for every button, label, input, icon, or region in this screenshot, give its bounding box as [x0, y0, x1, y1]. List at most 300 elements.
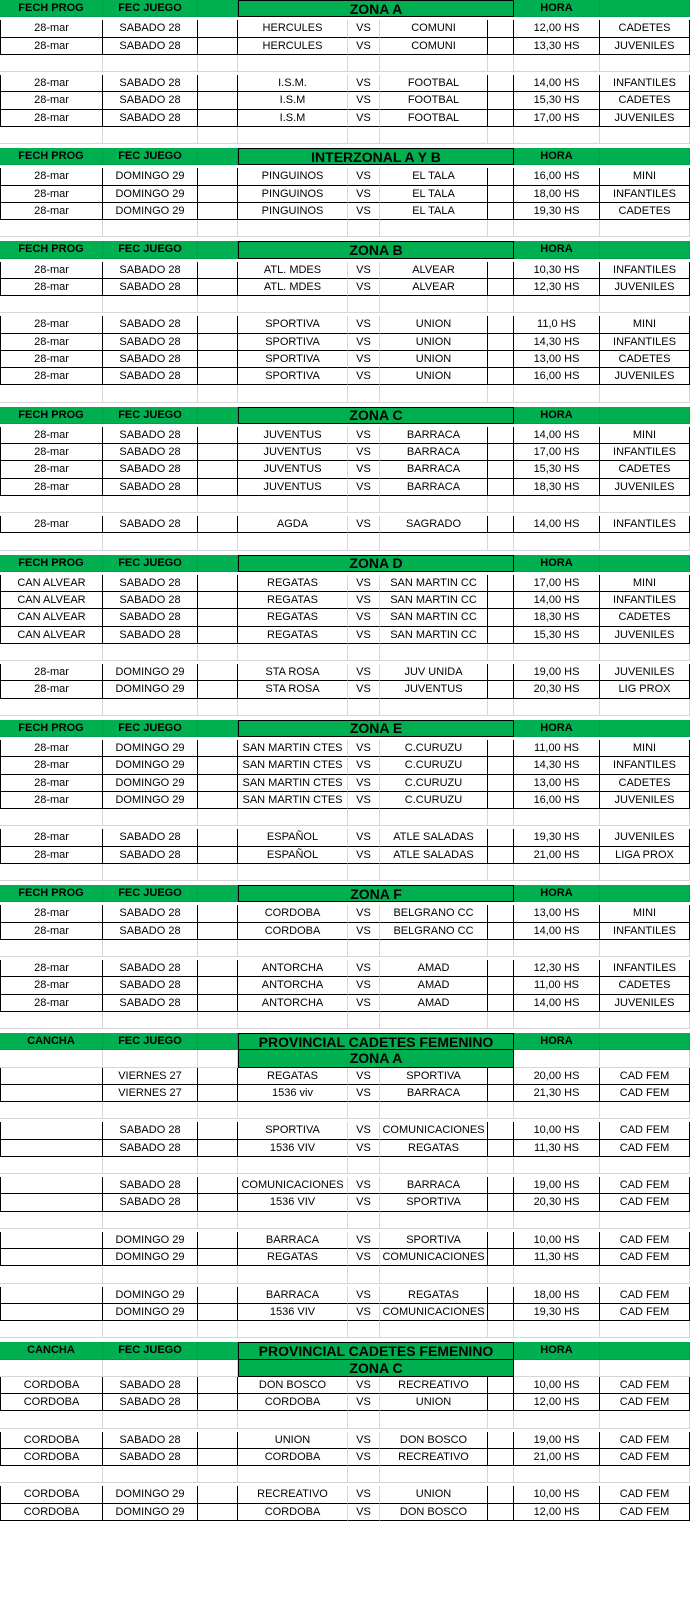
spacer-row	[0, 809, 690, 826]
category-cell: MINI	[600, 740, 690, 757]
date-cell: 28-mar	[0, 92, 103, 109]
empty-cell	[600, 864, 690, 881]
home-team-cell: CORDOBA	[238, 1449, 348, 1466]
empty-cell	[103, 1212, 198, 1229]
time-cell: 14,00 HS	[514, 592, 600, 609]
home-team-cell: SPORTIVA	[238, 368, 348, 385]
empty-cell	[0, 644, 103, 661]
empty-cell	[103, 809, 198, 826]
match-row	[0, 664, 690, 681]
time-cell: 19,30 HS	[514, 203, 600, 220]
game-day-cell: SABADO 28	[103, 592, 198, 609]
away-team-cell: COMUNICACIONES	[380, 1304, 488, 1321]
time-cell: 19,30 HS	[514, 829, 600, 846]
empty-cell	[348, 296, 380, 313]
empty-cell	[600, 296, 690, 313]
header-filler	[198, 1033, 238, 1050]
category-cell: CAD FEM	[600, 1140, 690, 1157]
date-cell: 28-mar	[0, 977, 103, 994]
category-cell: JUVENILES	[600, 110, 690, 127]
empty-cell	[348, 699, 380, 716]
spacer-row	[0, 1266, 690, 1283]
column-header-time: HORA	[514, 555, 600, 572]
empty-cell	[198, 262, 238, 279]
away-team-cell: BARRACA	[380, 444, 488, 461]
zone-title: PROVINCIAL CADETES FEMENINO	[238, 1033, 514, 1050]
category-cell: JUVENILES	[600, 479, 690, 496]
vs-cell: VS	[348, 757, 380, 774]
spacer-row	[0, 1012, 690, 1029]
empty-cell	[238, 1102, 348, 1119]
empty-cell	[198, 1360, 238, 1377]
date-cell	[0, 1304, 103, 1321]
empty-cell	[348, 1157, 380, 1174]
vs-cell: VS	[348, 664, 380, 681]
date-cell: 28-mar	[0, 203, 103, 220]
date-cell: 28-mar	[0, 75, 103, 92]
match-row	[0, 627, 690, 644]
vs-cell: VS	[348, 168, 380, 185]
category-cell: INFANTILES	[600, 923, 690, 940]
game-day-cell: SABADO 28	[103, 1394, 198, 1411]
category-cell: INFANTILES	[600, 592, 690, 609]
match-row	[0, 444, 690, 461]
home-team-cell: CORDOBA	[238, 1394, 348, 1411]
empty-cell	[348, 1411, 380, 1428]
empty-cell	[380, 1212, 488, 1229]
time-cell: 12,30 HS	[514, 279, 600, 296]
home-team-cell: ESPAÑOL	[238, 829, 348, 846]
empty-cell	[488, 609, 514, 626]
spacer-row	[0, 644, 690, 661]
game-day-cell: SABADO 28	[103, 427, 198, 444]
empty-cell	[514, 1050, 600, 1067]
column-header-time: HORA	[514, 1033, 600, 1050]
spacer-row	[0, 127, 690, 144]
vs-cell: VS	[348, 1432, 380, 1449]
date-cell: 28-mar	[0, 334, 103, 351]
category-cell: CADETES	[600, 92, 690, 109]
empty-cell	[238, 496, 348, 513]
game-day-cell: DOMINGO 29	[103, 1249, 198, 1266]
vs-cell: VS	[348, 516, 380, 533]
empty-cell	[348, 1321, 380, 1338]
time-cell: 15,30 HS	[514, 92, 600, 109]
empty-cell	[198, 905, 238, 922]
empty-cell	[0, 1050, 103, 1067]
date-cell: 28-mar	[0, 757, 103, 774]
match-row	[0, 1432, 690, 1449]
empty-cell	[488, 699, 514, 716]
empty-cell	[238, 220, 348, 237]
match-row	[0, 847, 690, 864]
empty-cell	[198, 444, 238, 461]
time-cell: 10,00 HS	[514, 1122, 600, 1139]
block-header	[0, 720, 690, 737]
empty-cell	[380, 1466, 488, 1483]
empty-cell	[238, 1157, 348, 1174]
empty-cell	[348, 127, 380, 144]
empty-cell	[488, 1194, 514, 1211]
spacer-row	[0, 55, 690, 72]
empty-cell	[198, 1232, 238, 1249]
away-team-cell: COMUNI	[380, 20, 488, 37]
game-day-cell: SABADO 28	[103, 923, 198, 940]
vs-cell: VS	[348, 829, 380, 846]
empty-cell	[600, 1212, 690, 1229]
spacer-row	[0, 1102, 690, 1119]
game-day-cell: SABADO 28	[103, 1177, 198, 1194]
match-row	[0, 923, 690, 940]
game-day-cell: SABADO 28	[103, 316, 198, 333]
date-cell: 28-mar	[0, 427, 103, 444]
empty-cell	[198, 1377, 238, 1394]
category-cell: CAD FEM	[600, 1377, 690, 1394]
empty-cell	[380, 809, 488, 826]
empty-cell	[514, 55, 600, 72]
category-cell: CAD FEM	[600, 1304, 690, 1321]
game-day-cell: SABADO 28	[103, 627, 198, 644]
vs-cell: VS	[348, 186, 380, 203]
empty-cell	[488, 1377, 514, 1394]
block-header	[0, 241, 690, 258]
empty-cell	[488, 385, 514, 402]
category-cell: CADETES	[600, 203, 690, 220]
empty-cell	[198, 351, 238, 368]
time-cell: 12,00 HS	[514, 1394, 600, 1411]
empty-cell	[103, 220, 198, 237]
empty-cell	[0, 1012, 103, 1029]
empty-cell	[514, 1321, 600, 1338]
empty-cell	[198, 940, 238, 957]
vs-cell: VS	[348, 1232, 380, 1249]
game-day-cell: SABADO 28	[103, 829, 198, 846]
spacer-row	[0, 940, 690, 957]
empty-cell	[103, 127, 198, 144]
home-team-cell: ANTORCHA	[238, 977, 348, 994]
home-team-cell: HERCULES	[238, 38, 348, 55]
time-cell: 13,00 HS	[514, 775, 600, 792]
away-team-cell: UNION	[380, 368, 488, 385]
category-cell: CADETES	[600, 775, 690, 792]
empty-cell	[488, 757, 514, 774]
empty-cell	[488, 516, 514, 533]
zone-title: ZONA F	[238, 885, 514, 902]
empty-cell	[514, 220, 600, 237]
header-filler	[600, 1342, 690, 1359]
date-cell	[0, 1140, 103, 1157]
game-day-cell: SABADO 28	[103, 977, 198, 994]
zone-title: PROVINCIAL CADETES FEMENINO	[238, 1342, 514, 1359]
column-header-date: FECH PROG	[0, 407, 103, 424]
spacer-row	[0, 220, 690, 237]
empty-cell	[198, 1504, 238, 1521]
game-day-cell: SABADO 28	[103, 1377, 198, 1394]
empty-cell	[198, 220, 238, 237]
match-row	[0, 775, 690, 792]
empty-cell	[238, 1411, 348, 1428]
match-row	[0, 905, 690, 922]
header-filler	[600, 241, 690, 258]
match-row	[0, 1504, 690, 1521]
empty-cell	[198, 1085, 238, 1102]
date-cell: CAN ALVEAR	[0, 575, 103, 592]
empty-cell	[198, 1287, 238, 1304]
game-day-cell: SABADO 28	[103, 1122, 198, 1139]
category-cell: MINI	[600, 168, 690, 185]
time-cell: 11,00 HS	[514, 977, 600, 994]
match-row	[0, 1377, 690, 1394]
vs-cell: VS	[348, 775, 380, 792]
game-day-cell: DOMINGO 29	[103, 1287, 198, 1304]
column-header-game-day: FEC JUEGO	[103, 1033, 198, 1050]
away-team-cell: FOOTBAL	[380, 92, 488, 109]
time-cell: 13,30 HS	[514, 38, 600, 55]
away-team-cell: AMAD	[380, 977, 488, 994]
match-row	[0, 1232, 690, 1249]
empty-cell	[198, 1432, 238, 1449]
empty-cell	[238, 1466, 348, 1483]
column-header-time: HORA	[514, 0, 600, 17]
empty-cell	[488, 296, 514, 313]
empty-cell	[488, 1068, 514, 1085]
vs-cell: VS	[348, 923, 380, 940]
home-team-cell: REGATAS	[238, 1068, 348, 1085]
match-row	[0, 110, 690, 127]
match-row	[0, 427, 690, 444]
date-cell: 28-mar	[0, 262, 103, 279]
empty-cell	[514, 864, 600, 881]
time-cell: 17,00 HS	[514, 110, 600, 127]
match-row	[0, 681, 690, 698]
empty-cell	[600, 55, 690, 72]
vs-cell: VS	[348, 92, 380, 109]
empty-cell	[198, 960, 238, 977]
time-cell: 14,00 HS	[514, 995, 600, 1012]
empty-cell	[103, 1466, 198, 1483]
vs-cell: VS	[348, 1085, 380, 1102]
empty-cell	[514, 385, 600, 402]
empty-cell	[198, 792, 238, 809]
header-filler	[600, 555, 690, 572]
date-cell: 28-mar	[0, 960, 103, 977]
empty-cell	[198, 1212, 238, 1229]
block-header	[0, 555, 690, 572]
away-team-cell: C.CURUZU	[380, 775, 488, 792]
vs-cell: VS	[348, 681, 380, 698]
game-day-cell: SABADO 28	[103, 92, 198, 109]
time-cell: 21,30 HS	[514, 1085, 600, 1102]
date-cell: 28-mar	[0, 186, 103, 203]
empty-cell	[198, 279, 238, 296]
empty-cell	[198, 385, 238, 402]
vs-cell: VS	[348, 627, 380, 644]
empty-cell	[488, 75, 514, 92]
empty-cell	[600, 1266, 690, 1283]
category-cell: CAD FEM	[600, 1122, 690, 1139]
empty-cell	[514, 1466, 600, 1483]
empty-cell	[514, 127, 600, 144]
empty-cell	[348, 1212, 380, 1229]
column-header-date: FECH PROG	[0, 148, 103, 165]
column-header-game-day: FEC JUEGO	[103, 148, 198, 165]
time-cell: 10,00 HS	[514, 1486, 600, 1503]
category-cell: LIGA PROX	[600, 847, 690, 864]
column-header-time: HORA	[514, 720, 600, 737]
empty-cell	[198, 1102, 238, 1119]
match-row	[0, 479, 690, 496]
match-row	[0, 516, 690, 533]
match-row	[0, 757, 690, 774]
empty-cell	[0, 864, 103, 881]
empty-cell	[488, 38, 514, 55]
empty-cell	[198, 829, 238, 846]
empty-cell	[514, 533, 600, 550]
category-cell: MINI	[600, 905, 690, 922]
home-team-cell: REGATAS	[238, 1249, 348, 1266]
date-cell: CAN ALVEAR	[0, 627, 103, 644]
away-team-cell: UNION	[380, 351, 488, 368]
empty-cell	[488, 55, 514, 72]
empty-cell	[348, 940, 380, 957]
vs-cell: VS	[348, 444, 380, 461]
empty-cell	[198, 609, 238, 626]
home-team-cell: DON BOSCO	[238, 1377, 348, 1394]
category-cell: MINI	[600, 427, 690, 444]
away-team-cell: BELGRANO CC	[380, 923, 488, 940]
home-team-cell: SPORTIVA	[238, 334, 348, 351]
empty-cell	[198, 1411, 238, 1428]
empty-cell	[198, 168, 238, 185]
away-team-cell: EL TALA	[380, 168, 488, 185]
home-team-cell: I.S.M	[238, 110, 348, 127]
time-cell: 10,00 HS	[514, 1377, 600, 1394]
match-row	[0, 316, 690, 333]
empty-cell	[238, 699, 348, 716]
empty-cell	[488, 995, 514, 1012]
date-cell: 28-mar	[0, 740, 103, 757]
empty-cell	[198, 516, 238, 533]
time-cell: 12,30 HS	[514, 960, 600, 977]
vs-cell: VS	[348, 479, 380, 496]
empty-cell	[103, 864, 198, 881]
spacer-row	[0, 699, 690, 716]
vs-cell: VS	[348, 905, 380, 922]
home-team-cell: SAN MARTIN CTES	[238, 757, 348, 774]
empty-cell	[488, 809, 514, 826]
time-cell: 18,00 HS	[514, 1287, 600, 1304]
match-row	[0, 186, 690, 203]
empty-cell	[600, 1360, 690, 1377]
game-day-cell: SABADO 28	[103, 368, 198, 385]
empty-cell	[198, 995, 238, 1012]
category-cell: CADETES	[600, 461, 690, 478]
empty-cell	[0, 1321, 103, 1338]
column-header-game-day: FEC JUEGO	[103, 555, 198, 572]
empty-cell	[198, 55, 238, 72]
empty-cell	[488, 905, 514, 922]
empty-cell	[238, 864, 348, 881]
block-header	[0, 0, 690, 17]
empty-cell	[488, 220, 514, 237]
away-team-cell: C.CURUZU	[380, 792, 488, 809]
header-filler	[600, 148, 690, 165]
empty-cell	[488, 262, 514, 279]
date-cell	[0, 1085, 103, 1102]
away-team-cell: C.CURUZU	[380, 740, 488, 757]
away-team-cell: ATLE SALADAS	[380, 847, 488, 864]
column-header-game-day: FEC JUEGO	[103, 1342, 198, 1359]
game-day-cell: DOMINGO 29	[103, 757, 198, 774]
time-cell: 10,30 HS	[514, 262, 600, 279]
time-cell: 17,00 HS	[514, 444, 600, 461]
time-cell: 12,00 HS	[514, 1504, 600, 1521]
empty-cell	[238, 809, 348, 826]
date-cell: 28-mar	[0, 368, 103, 385]
away-team-cell: UNION	[380, 1486, 488, 1503]
empty-cell	[103, 644, 198, 661]
time-cell: 12,00 HS	[514, 20, 600, 37]
game-day-cell: SABADO 28	[103, 1432, 198, 1449]
empty-cell	[348, 533, 380, 550]
vs-cell: VS	[348, 427, 380, 444]
game-day-cell: SABADO 28	[103, 20, 198, 37]
away-team-cell: UNION	[380, 1394, 488, 1411]
empty-cell	[600, 1466, 690, 1483]
empty-cell	[488, 461, 514, 478]
vs-cell: VS	[348, 1068, 380, 1085]
empty-cell	[488, 644, 514, 661]
empty-cell	[488, 316, 514, 333]
empty-cell	[348, 1466, 380, 1483]
home-team-cell: ESPAÑOL	[238, 847, 348, 864]
match-row	[0, 740, 690, 757]
category-cell: INFANTILES	[600, 75, 690, 92]
empty-cell	[198, 1177, 238, 1194]
empty-cell	[488, 627, 514, 644]
column-header-time: HORA	[514, 148, 600, 165]
header-filler	[600, 1033, 690, 1050]
home-team-cell: 1536 VIV	[238, 1140, 348, 1157]
time-cell: 20,30 HS	[514, 1194, 600, 1211]
empty-cell	[198, 740, 238, 757]
game-day-cell: SABADO 28	[103, 905, 198, 922]
match-row	[0, 368, 690, 385]
game-day-cell: SABADO 28	[103, 1194, 198, 1211]
column-header-time: HORA	[514, 1342, 600, 1359]
header-filler	[198, 720, 238, 737]
time-cell: 19,00 HS	[514, 664, 600, 681]
empty-cell	[488, 279, 514, 296]
game-day-cell: SABADO 28	[103, 444, 198, 461]
category-cell: CAD FEM	[600, 1504, 690, 1521]
spacer-row	[0, 385, 690, 402]
vs-cell: VS	[348, 351, 380, 368]
spacer-row	[0, 1157, 690, 1174]
empty-cell	[198, 664, 238, 681]
match-row	[0, 203, 690, 220]
empty-cell	[198, 644, 238, 661]
empty-cell	[198, 1304, 238, 1321]
empty-cell	[198, 368, 238, 385]
vs-cell: VS	[348, 1449, 380, 1466]
home-team-cell: JUVENTUS	[238, 479, 348, 496]
category-cell: JUVENILES	[600, 664, 690, 681]
home-team-cell: STA ROSA	[238, 664, 348, 681]
vs-cell: VS	[348, 977, 380, 994]
empty-cell	[0, 220, 103, 237]
date-cell: 28-mar	[0, 168, 103, 185]
